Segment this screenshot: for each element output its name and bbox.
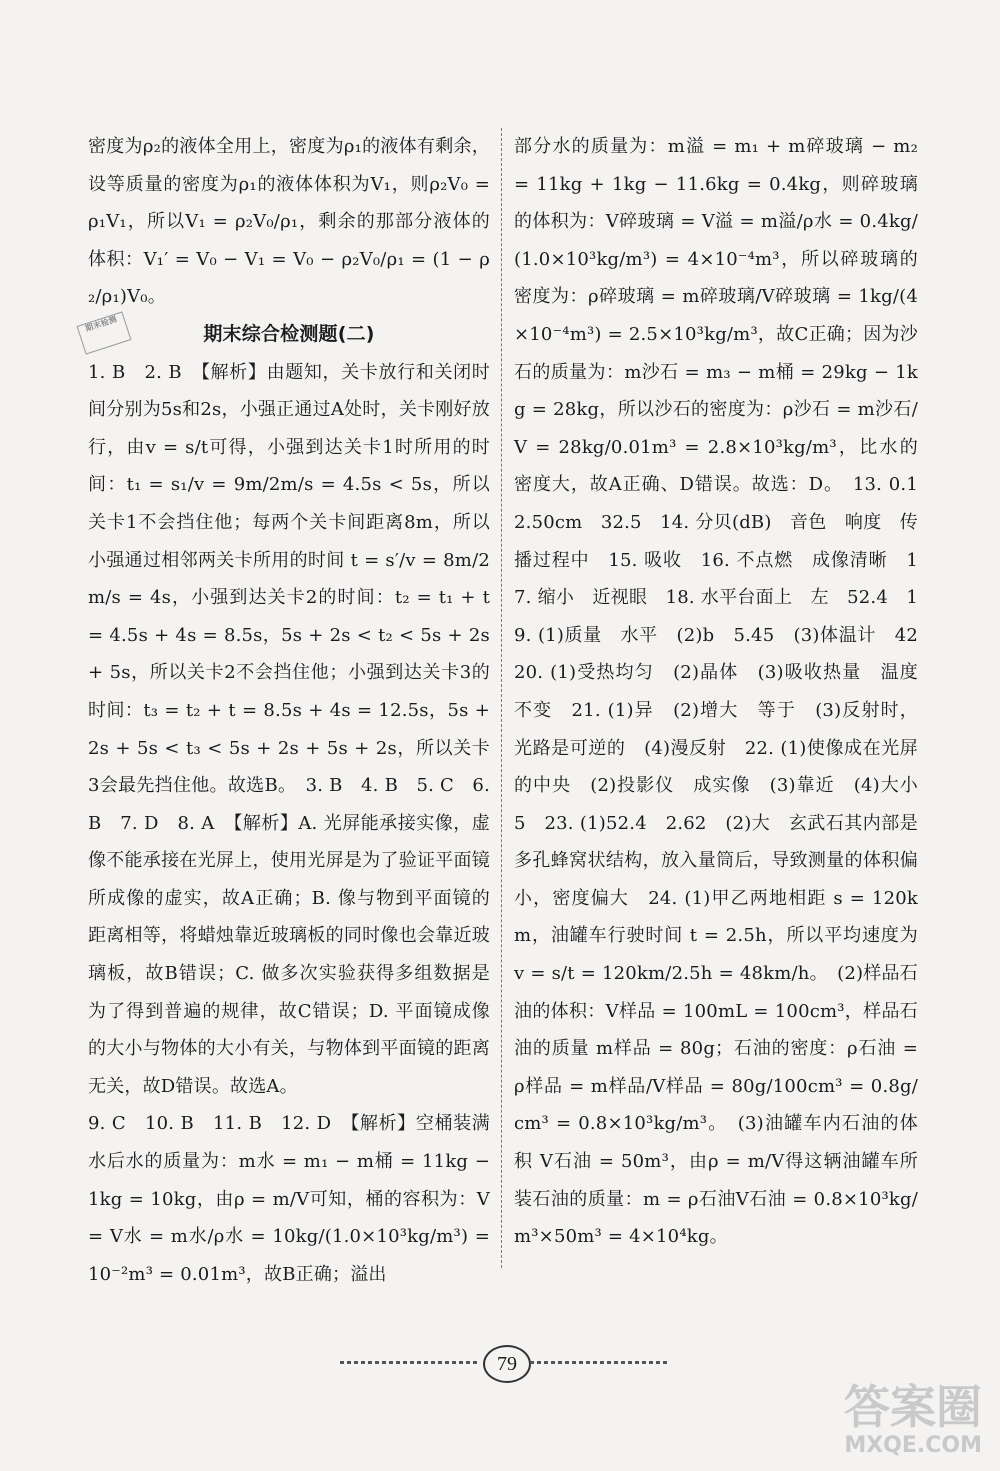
answer-paragraph: 部分水的质量为：m溢 = m₁ + m碎玻璃 − m₂ = 11kg + 1kg − 11.6kg = 0.4kg，则碎玻璃的体积为：V碎玻璃 = V溢 = m溢/ρ水 = 0.4kg/(1.0×10³kg/m³) = 4×10⁻⁴m³，所以碎玻璃的密度为：ρ碎玻璃 = m碎玻璃/V碎玻璃 = 1kg/(4×10⁻⁴m³) = 2.5×10³kg/m³，故C正确；因为沙石的质量为：m沙石 = m₃ − m桶 = 29kg − 1kg = 28kg，所以沙石的密度为：ρ沙石 = m沙石/V = 28kg/0.01m³ = 2.8×10³kg/m³，比水的密度大，故A正确、D错误。故选：D。 13. 0.1 2.50cm 32.5 14. 分贝(dB) 音色 响度 传播过程中 15. 吸收 16. 不点燃 成像清晰 17. 缩小 近视眼 18. 水平台面上 左 52.4 19. (1)质量 水平 (2)b 5.45 (3)体温计 42 20. (1)受热均匀 (2)晶体 (3)吸收热量 温度不变 21. (1)异 (2)增大 等于 (3)反射时，光路是可逆的 (4)漫反射 22. (1)使像成在光屏的中央 (2)投影仪 成实像 (3)靠近 (4)大小 5 23. (1)52.4 2.62 (2)大 玄武石其内部是多孔蜂窝状结构，放入量筒后，导致测量的体积偏小，密度偏大 24. (1)甲乙两地相距 s = 120km，油罐车行驶时间 t = 2.5h，所以平均速度为 v = s/t = 120km/2.5h = 48km/h。 (2)样品石油的体积：V样品 = 100mL = 100cm³，样品石油的质量 m样品 = 80g；石油的密度：ρ石油 = ρ样品 = m样品/V样品 = 80g/100cm³ = 0.8g/cm³ = 0.8×10³kg/m³。 (3)油罐车内石油的体积 V石油 = 50m³，由ρ = m/V得这辆油罐车所装石油的质量：m = ρ石油V石油 = 0.8×10³kg/m³×50m³ = 4×10⁴kg。 xyxy=(514,136,937,1248)
page-footer xyxy=(340,1345,670,1379)
right-column xyxy=(514,128,937,1271)
ornament-line-icon xyxy=(530,1361,670,1364)
section-title-text: 期末综合检测题(二) xyxy=(203,322,375,345)
column-divider xyxy=(501,128,502,1268)
left-column xyxy=(84,128,490,1285)
answer-paragraph: 9. C 10. B 11. B 12. D 【解析】空桶装满水后水的质量为：m水 = m₁ − m桶 = 11kg − 1kg = 10kg，由ρ = m/V可知，桶的容积为：V = V水 = m水/ρ水 = 10kg/(1.0×10³kg/m³) = 10⁻²m³ = 0.01m³，故B正确；溢出 xyxy=(88,1113,490,1285)
watermark-title: 答案圈 xyxy=(844,1380,982,1434)
watermark-url: MXQE.COM xyxy=(844,1433,982,1458)
ornament-line-icon xyxy=(340,1361,480,1364)
answer-paragraph: 密度为ρ₂的液体全用上，密度为ρ₁的液体有剩余，设等质量的密度为ρ₁的液体体积为V₁，则ρ₂V₀ = ρ₁V₁，所以V₁ = ρ₂V₀/ρ₁，剩余的那部分液体的体积：V₁′ = V₀ − V₁ = V₀ − ρ₂V₀/ρ₁ = (1 − ρ₂/ρ₁)V₀。 xyxy=(88,136,490,308)
stamp-icon: 期末检测 xyxy=(77,311,132,354)
section-title xyxy=(84,314,490,354)
watermark xyxy=(762,1381,982,1465)
page-number: 79 xyxy=(483,1345,531,1383)
answer-paragraph: 1. B 2. B 【解析】由题知，关卡放行和关闭时间分别为5s和2s，小强正通过A处时，关卡刚好放行，由v = s/t可得，小强到达关卡1时所用的时间：t₁ = s₁/v = 9m/2m/s = 4.5s < 5s，所以关卡1不会挡住他；每两个关卡间距离8m，所以小强通过相邻两关卡所用的时间 t = s′/v = 8m/2m/s = 4s，小强到达关卡2的时间：t₂ = t₁ + t = 4.5s + 4s = 8.5s，5s + 2s < t₂ < 5s + 2s + 5s，所以关卡2不会挡住他；小强到达关卡3的时间：t₃ = t₂ + t = 8.5s + 4s = 12.5s，5s + 2s + 5s < t₃ < 5s + 2s + 5s + 2s，所以关卡3会最先挡住他。故选B。 3. B 4. B 5. C 6. B 7. D 8. A 【解析】A. 光屏能承接实像，虚像不能承接在光屏上，使用光屏是为了验证平面镜所成像的虚实，故A正确；B. 像与物到平面镜的距离相等，将蜡烛靠近玻璃板的同时像也会靠近玻璃板，故B错误；C. 做多次实验获得多组数据是为了得到普遍的规律，故C错误；D. 平面镜成像的大小与物体的大小有关，与物体到平面镜的距离无关，故D错误。故选A。 xyxy=(88,361,490,1097)
